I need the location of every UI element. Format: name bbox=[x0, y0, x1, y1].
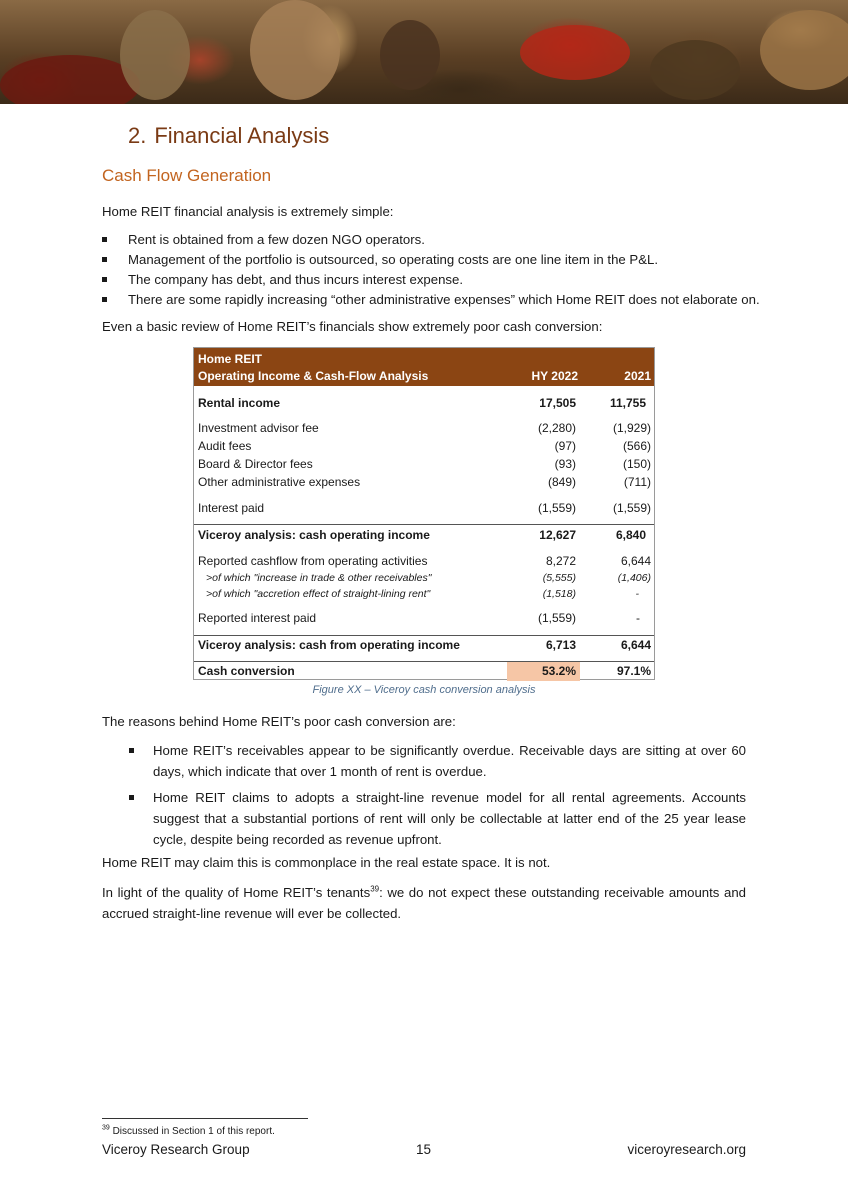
section-heading bbox=[128, 123, 329, 149]
footnote-text: Discussed in Section 1 of this report. bbox=[112, 1126, 275, 1137]
conclusion-paragraph bbox=[102, 882, 746, 924]
row-label: Investment advisor fee bbox=[198, 421, 319, 435]
row-label: Viceroy analysis: cash operating income bbox=[198, 528, 430, 542]
row-value-2021: (711) bbox=[623, 475, 651, 489]
row-value-hy2022: 17,505 bbox=[539, 396, 576, 410]
row-value-2021: (1,406) bbox=[617, 572, 651, 584]
bullet-item: Home REIT’s receivables appear to be significantly overdue. Receivable days are sitting at over 60 days, which indicate that over 1 month of rent is overdue. bbox=[102, 740, 746, 782]
section-number: 2. bbox=[128, 123, 147, 148]
row-value-2021: 6,644 bbox=[620, 638, 651, 652]
row-label: Reported cashflow from operating activities bbox=[198, 554, 428, 568]
row-value-hy2022: (1,559) bbox=[537, 501, 576, 515]
row-value-2021: 6,840 bbox=[615, 528, 646, 542]
conclusion-text-before: In light of the quality of Home REIT’s tenants bbox=[102, 885, 371, 900]
table-row bbox=[194, 610, 654, 627]
footnote bbox=[102, 1126, 275, 1137]
row-value-hy2022: (97) bbox=[554, 439, 576, 453]
row-value-2021: 6,644 bbox=[620, 554, 651, 568]
table-row bbox=[194, 456, 654, 473]
row-value-hy2022: (1,518) bbox=[542, 588, 576, 600]
reasons-intro: The reasons behind Home REIT’s poor cash conversion are: bbox=[102, 714, 456, 729]
row-value-hy2022: (1,559) bbox=[537, 611, 576, 625]
table-row bbox=[194, 637, 654, 654]
conclusion-text-after: : we do not expect these outstanding receivable amounts and accrued straight-line revenue will ever be collected. bbox=[102, 885, 746, 921]
row-value-2021: 97.1% bbox=[616, 664, 651, 678]
row-value-hy2022: (5,555) bbox=[542, 572, 576, 584]
table-row bbox=[194, 663, 654, 680]
row-label: >of which "increase in trade & other receivables" bbox=[206, 572, 432, 584]
row-label: Rental income bbox=[198, 396, 281, 410]
table-row bbox=[194, 500, 654, 517]
footnote-reference[interactable]: 39 bbox=[370, 884, 380, 894]
bullet-item: Rent is obtained from a few dozen NGO operators. bbox=[102, 230, 762, 250]
row-label: Reported interest paid bbox=[198, 611, 317, 625]
footnote-divider bbox=[102, 1118, 308, 1119]
row-label: Other administrative expenses bbox=[198, 475, 361, 489]
intro-paragraph: Home REIT financial analysis is extremely simple: bbox=[102, 204, 394, 219]
row-value-hy2022: (2,280) bbox=[537, 421, 576, 435]
table-divider bbox=[194, 635, 654, 636]
footnote-number: 39 bbox=[102, 1124, 110, 1132]
row-label: Cash conversion bbox=[198, 664, 295, 678]
table-row bbox=[194, 420, 654, 437]
figure-caption: Figure XX – Viceroy cash conversion analysis bbox=[312, 684, 536, 696]
row-value-hy2022: (93) bbox=[554, 457, 576, 471]
column-header-2021: 2021 bbox=[624, 369, 651, 383]
table-title-line2: Operating Income & Cash-Flow Analysis bbox=[198, 369, 429, 383]
table-row bbox=[194, 570, 654, 587]
row-value-2021: 11,755 bbox=[609, 396, 646, 410]
row-label: Board & Director fees bbox=[198, 457, 313, 471]
row-value-hy2022: (849) bbox=[547, 475, 576, 489]
table-divider bbox=[194, 524, 654, 525]
row-label: Audit fees bbox=[198, 439, 252, 453]
footer-website[interactable]: viceroyresearch.org bbox=[627, 1142, 746, 1157]
bullet-item: There are some rapidly increasing “other administrative expenses” which Home REIT does not elaborate on. bbox=[102, 290, 762, 310]
table-row bbox=[194, 527, 654, 544]
bullet-item: The company has debt, and thus incurs interest expense. bbox=[102, 270, 762, 290]
row-value-hy2022: 6,713 bbox=[545, 638, 576, 652]
feature-bullet-list bbox=[102, 230, 762, 310]
row-value-2021: - bbox=[635, 588, 639, 600]
footer-company: Viceroy Research Group bbox=[102, 1142, 250, 1157]
row-label: Interest paid bbox=[198, 501, 265, 515]
row-value-2021: (566) bbox=[622, 439, 651, 453]
row-value-hy2022: 53.2% bbox=[541, 664, 576, 678]
cash-flow-table bbox=[193, 347, 655, 680]
reasons-bullet-list bbox=[102, 740, 746, 855]
bullet-item: Home REIT claims to adopts a straight-line revenue model for all rental agreements. Accounts suggest that a substantial portions of rent will only be collectable at latter end of the 25 year lease cycle, despite being recorded as revenue upfront. bbox=[102, 787, 746, 850]
table-row bbox=[194, 474, 654, 491]
bullet-item: Management of the portfolio is outsourced, so operating costs are one line item in the P&L. bbox=[102, 250, 762, 270]
footer-page-number: 15 bbox=[416, 1142, 432, 1157]
row-label: Viceroy analysis: cash from operating income bbox=[198, 638, 460, 652]
column-header-hy2022: HY 2022 bbox=[531, 369, 578, 383]
row-value-hy2022: 8,272 bbox=[545, 554, 576, 568]
row-value-2021: (1,559) bbox=[612, 501, 651, 515]
subsection-heading: Cash Flow Generation bbox=[102, 166, 272, 185]
row-label: >of which "accretion effect of straight-lining rent" bbox=[206, 588, 431, 600]
section-title: Financial Analysis bbox=[154, 123, 330, 148]
table-divider bbox=[194, 661, 654, 662]
header-banner-image bbox=[0, 0, 848, 104]
row-value-2021: - bbox=[636, 611, 640, 625]
claim-paragraph: Home REIT may claim this is commonplace in the real estate space. It is not. bbox=[102, 855, 551, 870]
lead-in-paragraph: Even a basic review of Home REIT’s financials show extremely poor cash conversion: bbox=[102, 319, 603, 334]
table-row bbox=[194, 395, 654, 412]
row-value-hy2022: 12,627 bbox=[539, 528, 576, 542]
row-value-2021: (1,929) bbox=[612, 421, 651, 435]
table-row bbox=[194, 586, 654, 603]
table-row bbox=[194, 553, 654, 570]
table-title-line1: Home REIT bbox=[198, 352, 263, 366]
row-value-2021: (150) bbox=[622, 457, 651, 471]
table-row bbox=[194, 438, 654, 455]
table-header bbox=[194, 348, 654, 386]
